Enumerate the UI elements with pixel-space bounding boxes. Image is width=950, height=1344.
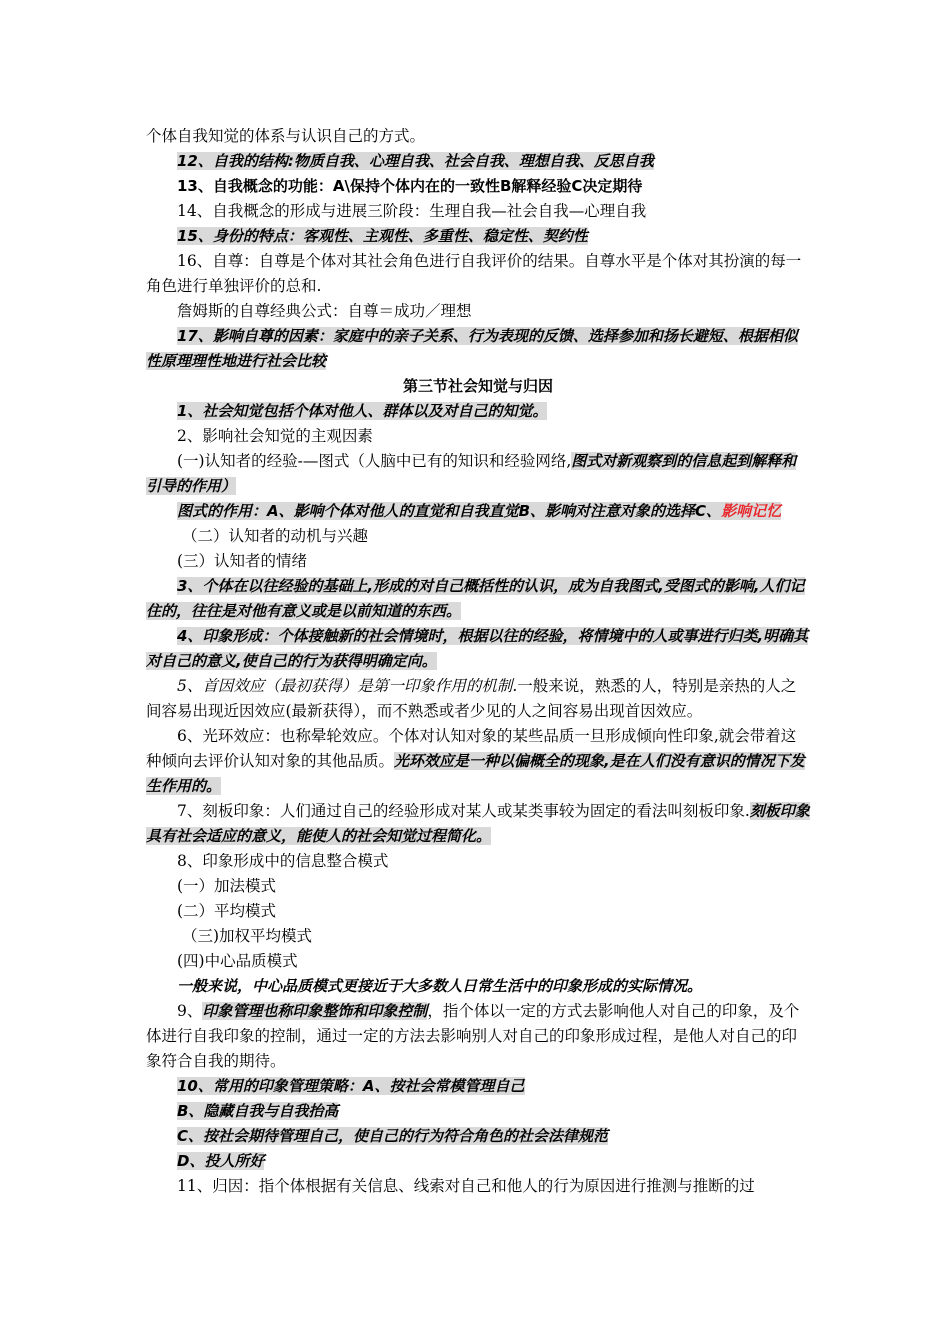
item-1 <box>146 399 810 424</box>
text-line: 一般来说，熟悉的人，特别是亲热的人之间容易出现近因效应(最新获得），而不熟悉或者少见的人之间容易出现首因效应。 <box>146 677 797 720</box>
item-8 <box>146 849 810 874</box>
item-11 <box>146 1174 810 1199</box>
highlighted-text: 10、常用的印象管理策略：A、按社会常模管理自己 <box>177 1077 525 1095</box>
text-line: 詹姆斯的自尊经典公式：自尊＝成功／理想 <box>177 302 472 320</box>
item-10 <box>146 1074 810 1099</box>
item-17 <box>146 324 810 374</box>
highlighted-text: 图式对新观察到的信息起到解释和引导的作用） <box>146 452 797 495</box>
text-line: (二）平均模式 <box>177 902 277 920</box>
highlighted-text: 光环效应是一种以偏概全的现象,是在人们没有意识的情况下发生作用的。 <box>146 752 805 795</box>
model-3 <box>146 924 810 949</box>
central-trait-note <box>146 974 810 999</box>
item-9 <box>146 999 810 1074</box>
bold-text: 13、自我概念的功能：A\保持个体内在的一致性B解释经验C决定期待 <box>177 177 643 195</box>
text-line: 14、自我概念的形成与进展三阶段：生理自我—社会自我—心理自我 <box>177 202 647 220</box>
james-formula <box>146 299 810 324</box>
text-line: 16、自尊：自尊是个体对其社会角色进行自我评价的结果。自尊水平是个体对其扮演的每一角色进行单独评价的总和. <box>146 252 802 295</box>
item-4 <box>146 624 810 674</box>
schema-paragraph <box>146 449 810 499</box>
paragraph <box>146 124 810 149</box>
section-heading: 第三节社会知觉与归因 <box>402 377 553 395</box>
highlighted-text: B、隐藏自我与自我抬高 <box>177 1102 339 1120</box>
text-line: （三)加权平均模式 <box>182 927 313 945</box>
bold-italic-text: 一般来说，中心品质模式更接近于大多数人日常生活中的印象形成的实际情况。 <box>177 977 703 995</box>
highlighted-text: 印象管理也称印象整饰和印象控制 <box>202 1002 428 1020</box>
highlighted-text: 图式的作用：A、影响个体对他人的直觉和自我直觉B、影响对注意对象的选择C、 <box>177 502 722 520</box>
schema-function <box>146 499 810 524</box>
item-12 <box>146 149 810 174</box>
text-line: (四)中心品质模式 <box>177 952 298 970</box>
item-15 <box>146 224 810 249</box>
italic-text: 5、首因效应（最初获得）是第一印象作用的机制. <box>177 677 518 695</box>
item-3 <box>146 574 810 624</box>
highlighted-text: 4、印象形成：个体接触新的社会情境时，根据以往的经验，将情境中的人或事进行归类,明确其对自己的意义,使自己的行为获得明确定向。 <box>146 627 809 670</box>
item-14 <box>146 199 810 224</box>
model-1 <box>146 874 810 899</box>
text-line: 8、印象形成中的信息整合模式 <box>177 852 389 870</box>
item-6 <box>146 724 810 799</box>
text-line: (三）认知者的情绪 <box>177 552 308 570</box>
item-5 <box>146 674 810 724</box>
highlighted-text: 17、影响自尊的因素：家庭中的亲子关系、行为表现的反馈、选择参加和扬长避短、根据相似性原理理性地进行社会比较 <box>146 327 798 370</box>
text-line: 个体自我知觉的体系与认识自己的方式。 <box>146 127 426 145</box>
text-line: (一)认知者的经验-—图式（人脑中已有的知识和经验网络, <box>177 452 572 470</box>
highlighted-text: 1、社会知觉包括个体对他人、群体以及对自己的知觉。 <box>177 402 548 420</box>
text-line: (一）加法模式 <box>177 877 277 895</box>
text-line: 11、归因：指个体根据有关信息、线索对自己和他人的行为原因进行推测与推断的过 <box>177 1177 755 1195</box>
highlighted-text: C、按社会期待管理自己，使自己的行为符合角色的社会法律规范 <box>177 1127 609 1145</box>
model-2 <box>146 899 810 924</box>
strategy-d <box>146 1149 810 1174</box>
highlighted-text: 15、身份的特点：客观性、主观性、多重性、稳定性、契约性 <box>177 227 588 245</box>
text-line: 9、 <box>177 1002 203 1020</box>
item-16 <box>146 249 810 299</box>
strategy-c <box>146 1124 810 1149</box>
strategy-b <box>146 1099 810 1124</box>
text-line: 2、影响社会知觉的主观因素 <box>177 427 373 445</box>
highlighted-text: 12、自我的结构:物质自我、心理自我、社会自我、理想自我、反思自我 <box>177 152 654 170</box>
item-2 <box>146 424 810 449</box>
text-line: 7、刻板印象：人们通过自己的经验形成对某人或某类事较为固定的看法叫刻板印象. <box>177 802 750 820</box>
text-line: ，指个体以一定的方式去影响他人对自己的印象，及个体进行自我印象的控制，通过一定的方法去影响别人对自己的印象形成过程，是他人对自己的印象符合自我的期待。 <box>146 1002 800 1070</box>
text-line: 6、光环效应：也称晕轮效应。个体对认知对象的某些品质一旦形成倾向性印象,就会带着这种倾向去评价认知对象的其他品质。 <box>146 727 797 770</box>
sub-item-2 <box>146 524 810 549</box>
highlighted-text: D、投人所好 <box>177 1152 265 1170</box>
item-7 <box>146 799 810 849</box>
sub-item-3 <box>146 549 810 574</box>
item-13 <box>146 174 810 199</box>
red-highlighted-text: 影响记忆 <box>721 502 782 520</box>
document-body <box>146 124 810 1199</box>
highlighted-text: 3、个体在以往经验的基础上,形成的对自己概括性的认识，成为自我图式,受图式的影响,人们记住的，往往是对他有意义或是以前知道的东西。 <box>146 577 805 620</box>
text-line: （二）认知者的动机与兴趣 <box>182 527 369 545</box>
model-4 <box>146 949 810 974</box>
highlighted-text: 刻板印象具有社会适应的意义，能使人的社会知觉过程简化。 <box>146 802 810 845</box>
